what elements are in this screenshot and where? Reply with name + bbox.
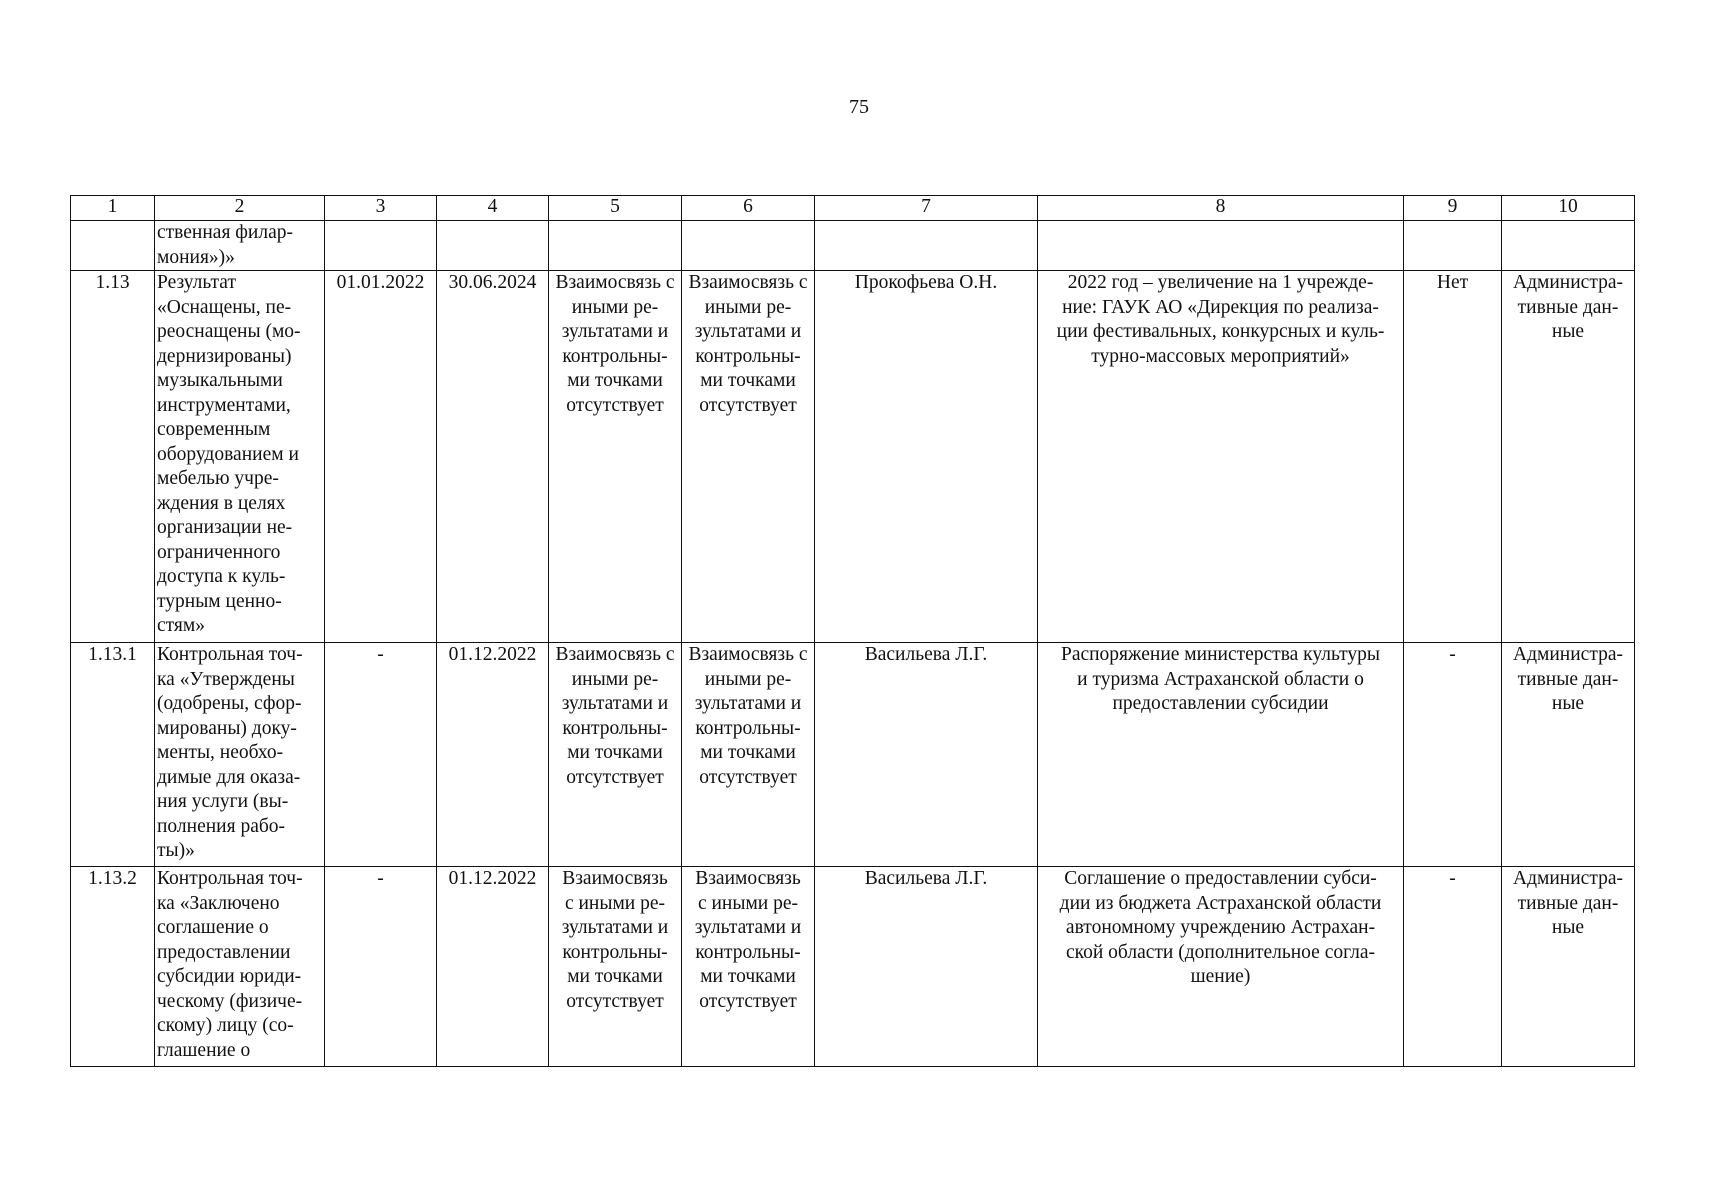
row-start: 01.01.2022 [325, 271, 437, 643]
row-end: 01.12.2022 [437, 867, 549, 1067]
row-end: 30.06.2024 [437, 271, 549, 643]
header-cell: 8 [1038, 196, 1404, 221]
row-result-desc: 2022 год – увеличение на 1 учрежде- ние: ГАУК АО «Дирекция по реализа- ции фестивальных, конкурсных и куль- турно-массовых мероприятий» [1038, 271, 1404, 643]
row-name: ственная филар- мония»)» [155, 221, 325, 271]
row-responsible: Прокофьева О.Н. [815, 271, 1038, 643]
header-cell: 1 [71, 196, 155, 221]
header-cell: 9 [1404, 196, 1502, 221]
row-name: Результат «Оснащены, пе- реоснащены (мо- дернизированы) музыкальными инструментами, современным оборудованием и мебелью учре- ждения в целях организации не- ограниченного доступа к куль- турным ценно- стям» [155, 271, 325, 643]
row-link-results: Взаимосвязь с иными ре- зультатами и контрольны- ми точками отсутствует [549, 643, 682, 867]
row-responsible: Васильева Л.Г. [815, 867, 1038, 1067]
header-row [71, 196, 1635, 221]
row-responsible [815, 221, 1038, 271]
header-cell: 4 [437, 196, 549, 221]
row-link-checkpoints: Взаимосвязь с иными ре- зультатами и контрольны- ми точками отсутствует [682, 271, 815, 643]
row-link-checkpoints [682, 221, 815, 271]
row-result-desc: Соглашение о предоставлении субси- дии из бюджета Астраханской области автономному учреждению Астрахан- ской области (дополнительное согла- шение) [1038, 867, 1404, 1067]
row-number: 1.13.1 [71, 643, 155, 867]
row-number: 1.13 [71, 271, 155, 643]
row-link-results: Взаимосвязь с иными ре- зультатами и контрольны- ми точками отсутствует [549, 271, 682, 643]
header-cell: 2 [155, 196, 325, 221]
row-info-system: - [1404, 643, 1502, 867]
row-responsible: Васильева Л.Г. [815, 643, 1038, 867]
row-info-system [1404, 221, 1502, 271]
row-start: - [325, 867, 437, 1067]
row-source: Администра- тивные дан- ные [1502, 867, 1635, 1067]
row-end [437, 221, 549, 271]
plan-table [70, 195, 1635, 1067]
row-name: Контрольная точ- ка «Заключено соглашение о предоставлении субсидии юриди- ческому (физиче- скому) лицу (со- глашение о [155, 867, 325, 1067]
header-cell: 7 [815, 196, 1038, 221]
row-link-checkpoints: Взаимосвязь с иными ре- зультатами и контрольны- ми точками отсутствует [682, 867, 815, 1067]
row-link-checkpoints: Взаимосвязь с иными ре- зультатами и контрольны- ми точками отсутствует [682, 643, 815, 867]
row-link-results [549, 221, 682, 271]
header-cell: 10 [1502, 196, 1635, 221]
row-result-desc [1038, 221, 1404, 271]
header-cell: 6 [682, 196, 815, 221]
row-number: 1.13.2 [71, 867, 155, 1067]
row-start [325, 221, 437, 271]
row-source [1502, 221, 1635, 271]
row-info-system: Нет [1404, 271, 1502, 643]
table-row [71, 867, 1635, 1067]
row-source: Администра- тивные дан- ные [1502, 271, 1635, 643]
header-cell: 3 [325, 196, 437, 221]
row-info-system: - [1404, 867, 1502, 1067]
row-source: Администра- тивные дан- ные [1502, 643, 1635, 867]
header-cell: 5 [549, 196, 682, 221]
table-row [71, 643, 1635, 867]
row-link-results: Взаимосвязь с иными ре- зультатами и контрольны- ми точками отсутствует [549, 867, 682, 1067]
row-result-desc: Распоряжение министерства культуры и туризма Астраханской области о предоставлении субсидии [1038, 643, 1404, 867]
page-number: 75 [849, 96, 869, 118]
table-row [71, 271, 1635, 643]
table-row [71, 221, 1635, 271]
row-name: Контрольная точ- ка «Утверждены (одобрены, сфор- мированы) доку- менты, необхо- димые для оказа- ния услуги (вы- полнения рабо- ты)» [155, 643, 325, 867]
row-number [71, 221, 155, 271]
row-start: - [325, 643, 437, 867]
row-end: 01.12.2022 [437, 643, 549, 867]
